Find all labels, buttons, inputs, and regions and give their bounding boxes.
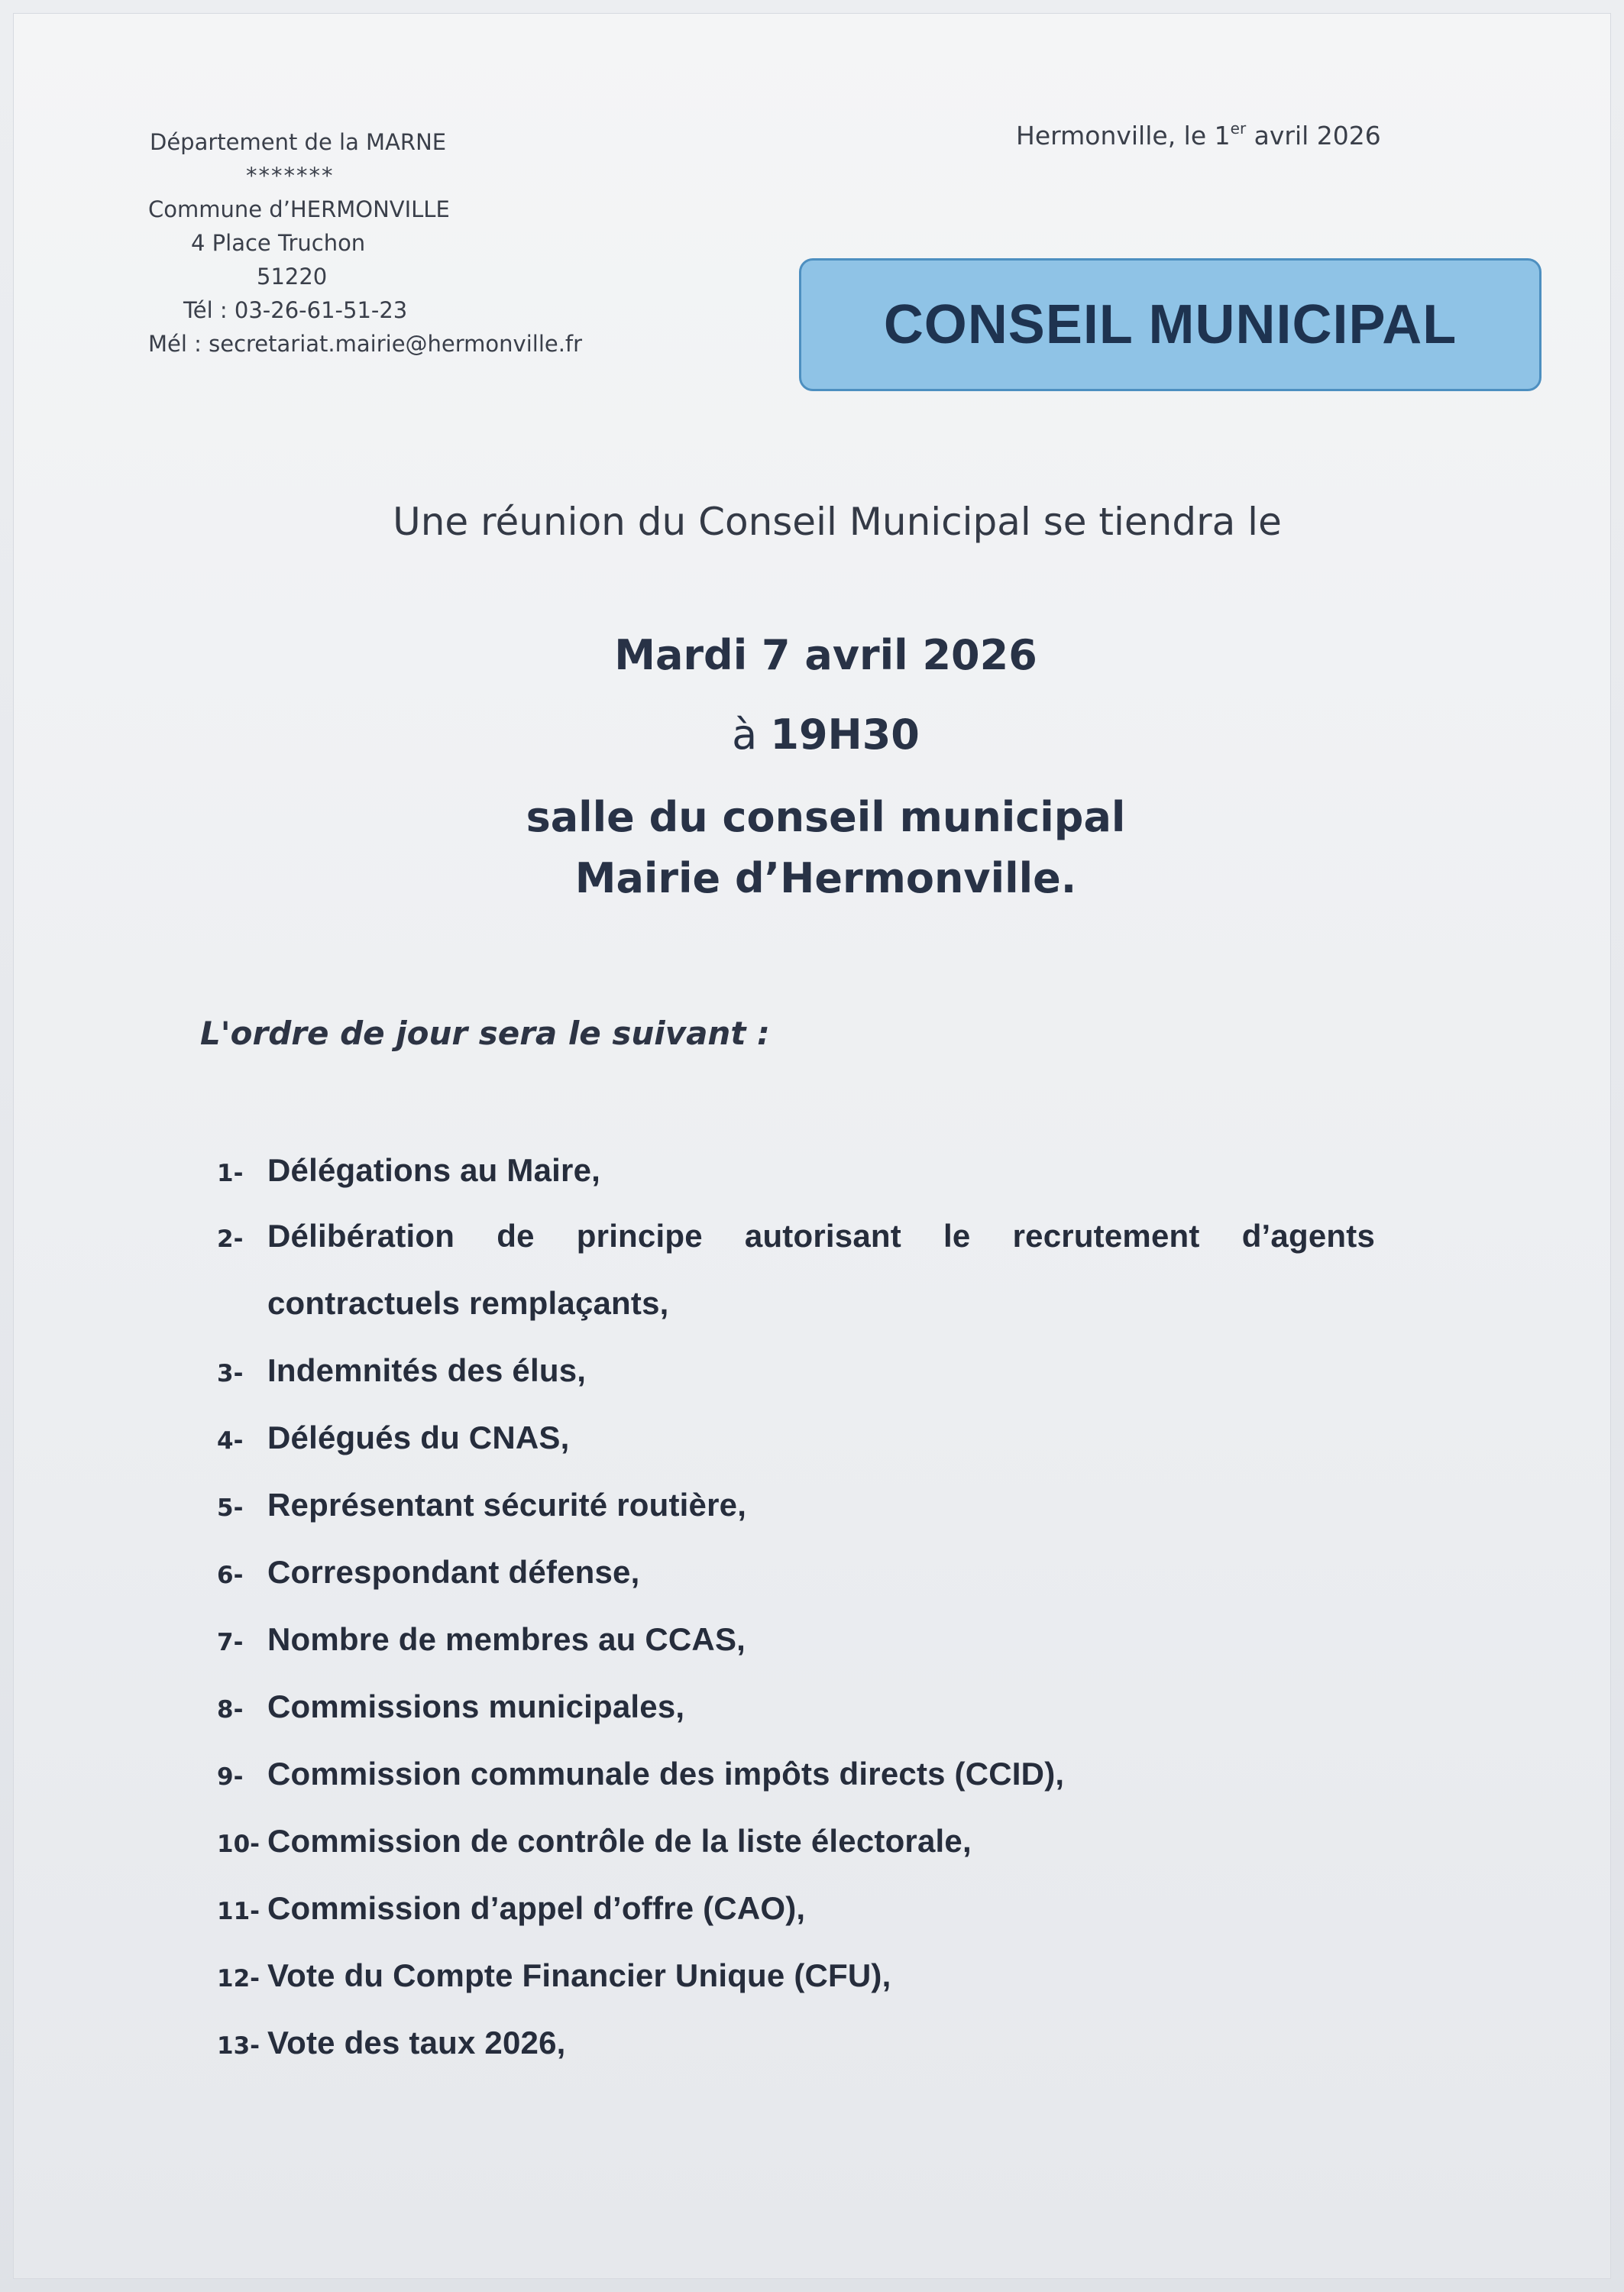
place-date-suffix: avril 2026	[1246, 121, 1381, 151]
letter-page	[14, 14, 1610, 2278]
agenda-item-text: Délégués du CNAS,	[267, 1420, 570, 1455]
agenda-item-number: 8-	[217, 1696, 244, 1724]
sender-department: Département de la MARNE	[150, 129, 447, 155]
agenda-item-number: 13-	[217, 2032, 260, 2060]
agenda-item-number: 6-	[217, 1562, 244, 1589]
agenda-heading: L'ordre de jour sera le suivant :	[200, 1015, 770, 1052]
agenda-item-text: Nombre de membres au CCAS,	[267, 1621, 746, 1657]
agenda-item-number: 12-	[217, 1965, 260, 1993]
agenda-item-text: Indemnités des élus,	[267, 1352, 587, 1388]
agenda-item	[217, 1219, 1378, 1337]
agenda-item	[217, 1352, 1378, 1389]
sender-block	[144, 125, 617, 361]
agenda-item-number: 4-	[217, 1427, 244, 1455]
agenda-item	[217, 1420, 1378, 1456]
meeting-time	[14, 711, 1624, 759]
agenda-item-text: Commission communale des impôts directs (CCID),	[267, 1756, 1065, 1792]
agenda-item-text: Commissions municipales,	[267, 1688, 685, 1724]
place-date-superscript: er	[1230, 119, 1247, 138]
agenda-item	[217, 1487, 1378, 1523]
sender-email: Mél : secretariat.mairie@hermonville.fr	[148, 331, 583, 357]
agenda-item	[217, 1688, 1378, 1725]
sender-address: 4 Place Truchon	[191, 230, 366, 256]
place-date-prefix: Hermonville, le 1	[1016, 121, 1231, 151]
meeting-date: Mardi 7 avril 2026	[614, 631, 1037, 679]
agenda-item	[217, 1621, 1378, 1658]
agenda-item-number: 11-	[217, 1898, 260, 1925]
agenda-item-text: Commission d’appel d’offre (CAO),	[267, 1890, 806, 1926]
meeting-intro-text: Une réunion du Conseil Municipal se tiendra le	[393, 500, 1282, 544]
agenda-item-text: Vote du Compte Financier Unique (CFU),	[267, 1957, 891, 1993]
agenda-item-number: 7-	[217, 1629, 244, 1656]
meeting-time-value: 19H30	[770, 711, 920, 759]
sender-postal-code: 51220	[257, 264, 328, 290]
agenda-item	[217, 1756, 1378, 1792]
agenda-item-number: 3-	[217, 1360, 244, 1387]
meeting-venue-building: Mairie d’Hermonville.	[574, 854, 1077, 902]
agenda-item	[217, 1152, 1378, 1189]
agenda-item-text: Représentant sécurité routière,	[267, 1487, 747, 1523]
agenda-item-text: Délibération de principe autorisant le recrutement d’agents contractuels remplaçants,	[267, 1218, 1375, 1321]
page-title: CONSEIL MUNICIPAL	[883, 294, 1457, 355]
agenda-item-number: 10-	[217, 1831, 260, 1858]
meeting-venue-room: salle du conseil municipal	[526, 793, 1126, 841]
sender-commune: Commune d’HERMONVILLE	[148, 196, 450, 222]
agenda-item-number: 2-	[217, 1225, 244, 1253]
meeting-time-prefix: à	[732, 711, 771, 759]
title-banner	[799, 258, 1542, 391]
meeting-intro	[14, 500, 1624, 544]
agenda-item-text: Délégations au Maire,	[267, 1152, 600, 1188]
agenda-item-number: 1-	[217, 1160, 244, 1187]
agenda-item-text: Commission de contrôle de la liste électorale,	[267, 1823, 972, 1859]
agenda-item	[217, 1823, 1378, 1860]
sender-separator: *******	[246, 163, 335, 189]
agenda-item-number: 9-	[217, 1763, 244, 1791]
place-and-date	[1016, 121, 1381, 151]
agenda-item	[217, 2025, 1378, 2061]
agenda-item	[217, 1890, 1378, 1927]
sender-phone: Tél : 03-26-61-51-23	[183, 297, 408, 323]
agenda-item-number: 5-	[217, 1494, 244, 1522]
agenda-item	[217, 1554, 1378, 1591]
agenda-item-text: Correspondant défense,	[267, 1554, 640, 1590]
agenda-item	[217, 1957, 1378, 1994]
agenda-item-text: Vote des taux 2026,	[267, 2025, 566, 2061]
